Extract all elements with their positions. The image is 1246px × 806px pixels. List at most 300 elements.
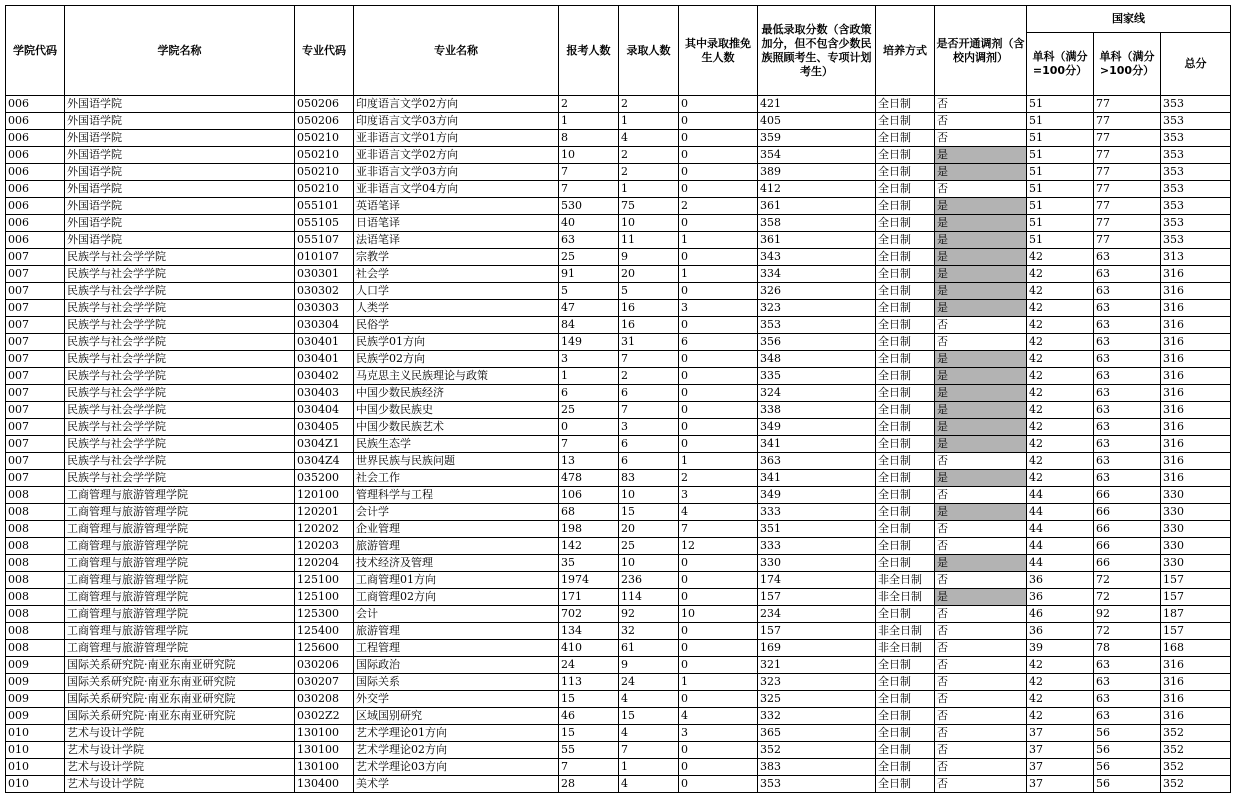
cell-single-100: 37 (1027, 759, 1094, 776)
cell-single-100: 42 (1027, 351, 1094, 368)
cell-single-over-100: 56 (1094, 725, 1161, 742)
cell-mode: 全日制 (876, 283, 935, 300)
cell-major-code: 125100 (295, 572, 354, 589)
cell-exempt: 4 (679, 708, 758, 725)
cell-college-name: 国际关系研究院·南亚东南亚研究院 (65, 657, 295, 674)
cell-total: 353 (1161, 181, 1231, 198)
cell-single-100: 37 (1027, 742, 1094, 759)
cell-major-name: 法语笔译 (354, 232, 559, 249)
cell-single-100: 51 (1027, 232, 1094, 249)
cell-college-name: 外国语学院 (65, 232, 295, 249)
cell-single-100: 44 (1027, 521, 1094, 538)
cell-applicants: 13 (559, 453, 619, 470)
cell-min-score: 358 (758, 215, 876, 232)
cell-mode: 全日制 (876, 385, 935, 402)
cell-major-code: 050206 (295, 96, 354, 113)
cell-applicants: 142 (559, 538, 619, 555)
cell-single-100: 51 (1027, 96, 1094, 113)
cell-admitted: 3 (619, 419, 679, 436)
cell-major-code: 120204 (295, 555, 354, 572)
cell-major-name: 民族生态学 (354, 436, 559, 453)
cell-total: 316 (1161, 266, 1231, 283)
table-row (6, 215, 1231, 232)
cell-major-code: 130100 (295, 759, 354, 776)
cell-exempt: 1 (679, 266, 758, 283)
table-row (6, 504, 1231, 521)
cell-single-over-100: 78 (1094, 640, 1161, 657)
cell-adjust: 是 (935, 147, 1027, 164)
cell-applicants: 1974 (559, 572, 619, 589)
cell-exempt: 0 (679, 113, 758, 130)
cell-single-over-100: 77 (1094, 215, 1161, 232)
cell-exempt: 0 (679, 589, 758, 606)
cell-total: 168 (1161, 640, 1231, 657)
cell-exempt: 0 (679, 419, 758, 436)
cell-major-code: 030208 (295, 691, 354, 708)
cell-exempt: 2 (679, 198, 758, 215)
cell-major-code: 050210 (295, 147, 354, 164)
cell-college-code: 008 (6, 606, 65, 623)
cell-applicants: 25 (559, 402, 619, 419)
cell-total: 352 (1161, 742, 1231, 759)
cell-applicants: 8 (559, 130, 619, 147)
cell-mode: 全日制 (876, 691, 935, 708)
table-row (6, 776, 1231, 793)
cell-college-name: 民族学与社会学学院 (65, 317, 295, 334)
header-single-100: 单科（满分=100分） (1027, 33, 1094, 96)
cell-min-score: 341 (758, 470, 876, 487)
cell-adjust: 否 (935, 334, 1027, 351)
cell-college-code: 006 (6, 181, 65, 198)
cell-major-name: 印度语言文学02方向 (354, 96, 559, 113)
cell-major-name: 民族学01方向 (354, 334, 559, 351)
cell-single-100: 42 (1027, 368, 1094, 385)
cell-college-name: 工商管理与旅游管理学院 (65, 521, 295, 538)
table-row (6, 113, 1231, 130)
cell-college-name: 民族学与社会学学院 (65, 249, 295, 266)
cell-mode: 全日制 (876, 402, 935, 419)
cell-college-name: 国际关系研究院·南亚东南亚研究院 (65, 708, 295, 725)
cell-mode: 全日制 (876, 249, 935, 266)
cell-major-name: 世界民族与民族问题 (354, 453, 559, 470)
cell-single-100: 42 (1027, 470, 1094, 487)
cell-exempt: 0 (679, 640, 758, 657)
cell-college-code: 007 (6, 419, 65, 436)
cell-college-code: 008 (6, 487, 65, 504)
cell-college-name: 外国语学院 (65, 164, 295, 181)
cell-admitted: 25 (619, 538, 679, 555)
cell-college-code: 006 (6, 113, 65, 130)
cell-college-code: 010 (6, 776, 65, 793)
cell-college-name: 民族学与社会学学院 (65, 368, 295, 385)
cell-applicants: 3 (559, 351, 619, 368)
cell-min-score: 352 (758, 742, 876, 759)
cell-min-score: 324 (758, 385, 876, 402)
cell-single-over-100: 77 (1094, 198, 1161, 215)
cell-applicants: 7 (559, 759, 619, 776)
cell-major-name: 马克思主义民族理论与政策 (354, 368, 559, 385)
cell-college-code: 008 (6, 504, 65, 521)
cell-exempt: 0 (679, 759, 758, 776)
table-row (6, 453, 1231, 470)
cell-college-code: 006 (6, 198, 65, 215)
cell-mode: 全日制 (876, 96, 935, 113)
cell-applicants: 68 (559, 504, 619, 521)
cell-admitted: 92 (619, 606, 679, 623)
cell-adjust: 否 (935, 657, 1027, 674)
cell-adjust: 是 (935, 470, 1027, 487)
cell-single-over-100: 63 (1094, 708, 1161, 725)
cell-single-over-100: 63 (1094, 300, 1161, 317)
cell-college-code: 007 (6, 402, 65, 419)
cell-admitted: 1 (619, 181, 679, 198)
cell-min-score: 348 (758, 351, 876, 368)
cell-single-over-100: 77 (1094, 164, 1161, 181)
cell-major-name: 国际关系 (354, 674, 559, 691)
cell-applicants: 40 (559, 215, 619, 232)
cell-adjust: 是 (935, 300, 1027, 317)
table-row (6, 555, 1231, 572)
cell-exempt: 0 (679, 215, 758, 232)
cell-admitted: 10 (619, 555, 679, 572)
table-row (6, 283, 1231, 300)
cell-college-code: 006 (6, 96, 65, 113)
cell-single-over-100: 77 (1094, 181, 1161, 198)
cell-college-code: 009 (6, 708, 65, 725)
cell-admitted: 4 (619, 776, 679, 793)
cell-adjust: 是 (935, 164, 1027, 181)
cell-college-code: 007 (6, 385, 65, 402)
cell-mode: 全日制 (876, 708, 935, 725)
cell-single-over-100: 72 (1094, 589, 1161, 606)
cell-total: 353 (1161, 215, 1231, 232)
cell-major-name: 人类学 (354, 300, 559, 317)
cell-min-score: 323 (758, 300, 876, 317)
cell-single-100: 42 (1027, 283, 1094, 300)
cell-single-over-100: 66 (1094, 555, 1161, 572)
cell-single-100: 42 (1027, 385, 1094, 402)
cell-exempt: 0 (679, 385, 758, 402)
cell-college-name: 民族学与社会学学院 (65, 419, 295, 436)
cell-min-score: 351 (758, 521, 876, 538)
cell-total: 316 (1161, 402, 1231, 419)
cell-mode: 全日制 (876, 215, 935, 232)
cell-college-name: 国际关系研究院·南亚东南亚研究院 (65, 691, 295, 708)
cell-applicants: 46 (559, 708, 619, 725)
cell-mode: 全日制 (876, 521, 935, 538)
cell-min-score: 325 (758, 691, 876, 708)
table-row (6, 334, 1231, 351)
cell-major-name: 工程管理 (354, 640, 559, 657)
cell-major-name: 旅游管理 (354, 538, 559, 555)
cell-adjust: 否 (935, 759, 1027, 776)
table-row (6, 164, 1231, 181)
cell-college-code: 006 (6, 147, 65, 164)
table-row (6, 436, 1231, 453)
cell-applicants: 134 (559, 623, 619, 640)
cell-single-over-100: 72 (1094, 572, 1161, 589)
header-min-score: 最低录取分数（含政策加分，但不包含少数民族照顾考生、专项计划考生） (758, 6, 876, 96)
cell-total: 352 (1161, 725, 1231, 742)
cell-admitted: 2 (619, 164, 679, 181)
cell-college-code: 007 (6, 453, 65, 470)
cell-single-100: 42 (1027, 402, 1094, 419)
cell-total: 316 (1161, 674, 1231, 691)
cell-total: 157 (1161, 572, 1231, 589)
cell-college-code: 008 (6, 623, 65, 640)
cell-min-score: 157 (758, 589, 876, 606)
cell-adjust: 是 (935, 198, 1027, 215)
cell-college-name: 外国语学院 (65, 96, 295, 113)
cell-mode: 全日制 (876, 334, 935, 351)
cell-min-score: 359 (758, 130, 876, 147)
cell-mode: 全日制 (876, 776, 935, 793)
cell-mode: 全日制 (876, 504, 935, 521)
cell-applicants: 10 (559, 147, 619, 164)
cell-single-100: 42 (1027, 657, 1094, 674)
cell-major-code: 120100 (295, 487, 354, 504)
cell-single-over-100: 63 (1094, 470, 1161, 487)
cell-major-name: 中国少数民族艺术 (354, 419, 559, 436)
cell-min-score: 361 (758, 198, 876, 215)
cell-admitted: 4 (619, 130, 679, 147)
cell-mode: 非全日制 (876, 640, 935, 657)
cell-min-score: 338 (758, 402, 876, 419)
cell-major-name: 艺术学理论01方向 (354, 725, 559, 742)
cell-single-100: 37 (1027, 776, 1094, 793)
cell-major-code: 010107 (295, 249, 354, 266)
cell-college-code: 009 (6, 674, 65, 691)
cell-exempt: 7 (679, 521, 758, 538)
cell-applicants: 7 (559, 164, 619, 181)
cell-single-over-100: 77 (1094, 147, 1161, 164)
cell-min-score: 353 (758, 317, 876, 334)
cell-admitted: 7 (619, 742, 679, 759)
cell-total: 353 (1161, 147, 1231, 164)
cell-mode: 全日制 (876, 759, 935, 776)
cell-applicants: 24 (559, 657, 619, 674)
cell-college-code: 008 (6, 589, 65, 606)
cell-single-100: 51 (1027, 130, 1094, 147)
cell-college-code: 010 (6, 725, 65, 742)
table-row (6, 181, 1231, 198)
cell-major-name: 外交学 (354, 691, 559, 708)
cell-single-100: 42 (1027, 266, 1094, 283)
cell-college-code: 008 (6, 538, 65, 555)
cell-major-code: 050210 (295, 181, 354, 198)
cell-major-code: 030405 (295, 419, 354, 436)
cell-major-name: 社会学 (354, 266, 559, 283)
cell-admitted: 4 (619, 691, 679, 708)
cell-admitted: 15 (619, 708, 679, 725)
cell-total: 352 (1161, 759, 1231, 776)
table-row (6, 368, 1231, 385)
cell-single-over-100: 63 (1094, 266, 1161, 283)
header-major-code: 专业代码 (295, 6, 354, 96)
cell-major-name: 印度语言文学03方向 (354, 113, 559, 130)
table-body (6, 96, 1231, 793)
cell-major-name: 工商管理01方向 (354, 572, 559, 589)
table-row (6, 470, 1231, 487)
cell-total: 316 (1161, 436, 1231, 453)
table-row (6, 708, 1231, 725)
cell-exempt: 0 (679, 436, 758, 453)
cell-major-name: 旅游管理 (354, 623, 559, 640)
cell-college-code: 007 (6, 317, 65, 334)
cell-applicants: 35 (559, 555, 619, 572)
cell-major-code: 030402 (295, 368, 354, 385)
cell-major-code: 050210 (295, 164, 354, 181)
cell-min-score: 405 (758, 113, 876, 130)
cell-admitted: 15 (619, 504, 679, 521)
cell-mode: 全日制 (876, 470, 935, 487)
cell-college-name: 民族学与社会学学院 (65, 402, 295, 419)
cell-total: 330 (1161, 555, 1231, 572)
cell-min-score: 234 (758, 606, 876, 623)
cell-major-code: 0304Z4 (295, 453, 354, 470)
cell-applicants: 478 (559, 470, 619, 487)
cell-adjust: 否 (935, 130, 1027, 147)
cell-admitted: 9 (619, 657, 679, 674)
cell-single-over-100: 66 (1094, 521, 1161, 538)
cell-admitted: 16 (619, 300, 679, 317)
header-major-name: 专业名称 (354, 6, 559, 96)
header-mode: 培养方式 (876, 6, 935, 96)
cell-total: 353 (1161, 232, 1231, 249)
table-row (6, 147, 1231, 164)
cell-single-over-100: 56 (1094, 759, 1161, 776)
cell-single-over-100: 56 (1094, 776, 1161, 793)
table-row (6, 606, 1231, 623)
cell-applicants: 1 (559, 113, 619, 130)
cell-applicants: 47 (559, 300, 619, 317)
cell-single-over-100: 66 (1094, 487, 1161, 504)
cell-college-code: 007 (6, 283, 65, 300)
cell-major-code: 030304 (295, 317, 354, 334)
cell-admitted: 7 (619, 402, 679, 419)
cell-admitted: 10 (619, 215, 679, 232)
cell-admitted: 2 (619, 96, 679, 113)
cell-adjust: 否 (935, 691, 1027, 708)
table-row (6, 691, 1231, 708)
cell-exempt: 3 (679, 487, 758, 504)
cell-min-score: 174 (758, 572, 876, 589)
cell-major-code: 030301 (295, 266, 354, 283)
cell-single-over-100: 63 (1094, 283, 1161, 300)
cell-applicants: 1 (559, 368, 619, 385)
cell-major-code: 125400 (295, 623, 354, 640)
cell-applicants: 5 (559, 283, 619, 300)
cell-min-score: 321 (758, 657, 876, 674)
cell-mode: 全日制 (876, 130, 935, 147)
cell-adjust: 是 (935, 249, 1027, 266)
cell-major-code: 030401 (295, 351, 354, 368)
cell-adjust: 否 (935, 708, 1027, 725)
cell-total: 316 (1161, 283, 1231, 300)
table-row (6, 725, 1231, 742)
cell-admitted: 11 (619, 232, 679, 249)
cell-major-code: 030206 (295, 657, 354, 674)
cell-single-100: 51 (1027, 147, 1094, 164)
cell-admitted: 31 (619, 334, 679, 351)
cell-major-code: 0302Z2 (295, 708, 354, 725)
cell-adjust: 否 (935, 725, 1027, 742)
cell-mode: 全日制 (876, 368, 935, 385)
cell-adjust: 否 (935, 96, 1027, 113)
cell-major-name: 艺术学理论03方向 (354, 759, 559, 776)
cell-min-score: 412 (758, 181, 876, 198)
cell-college-code: 009 (6, 657, 65, 674)
table-row (6, 623, 1231, 640)
cell-min-score: 335 (758, 368, 876, 385)
cell-min-score: 332 (758, 708, 876, 725)
table-row (6, 249, 1231, 266)
cell-major-code: 050206 (295, 113, 354, 130)
cell-total: 330 (1161, 538, 1231, 555)
cell-admitted: 2 (619, 147, 679, 164)
admission-table (5, 5, 1231, 793)
cell-single-100: 42 (1027, 674, 1094, 691)
cell-mode: 非全日制 (876, 572, 935, 589)
cell-mode: 全日制 (876, 436, 935, 453)
cell-exempt: 2 (679, 470, 758, 487)
cell-adjust: 否 (935, 776, 1027, 793)
cell-admitted: 9 (619, 249, 679, 266)
header-adjust: 是否开通调剂（含校内调剂） (935, 6, 1027, 96)
cell-college-name: 工商管理与旅游管理学院 (65, 640, 295, 657)
cell-applicants: 55 (559, 742, 619, 759)
cell-major-code: 030401 (295, 334, 354, 351)
cell-min-score: 334 (758, 266, 876, 283)
cell-total: 316 (1161, 691, 1231, 708)
cell-adjust: 否 (935, 521, 1027, 538)
cell-applicants: 702 (559, 606, 619, 623)
table-row (6, 385, 1231, 402)
cell-exempt: 0 (679, 368, 758, 385)
cell-min-score: 383 (758, 759, 876, 776)
cell-total: 330 (1161, 504, 1231, 521)
cell-exempt: 0 (679, 776, 758, 793)
cell-college-name: 工商管理与旅游管理学院 (65, 538, 295, 555)
cell-min-score: 389 (758, 164, 876, 181)
cell-college-name: 工商管理与旅游管理学院 (65, 606, 295, 623)
cell-mode: 全日制 (876, 657, 935, 674)
header-college-code: 学院代码 (6, 6, 65, 96)
table-row (6, 96, 1231, 113)
cell-single-100: 46 (1027, 606, 1094, 623)
cell-college-name: 民族学与社会学学院 (65, 385, 295, 402)
cell-admitted: 5 (619, 283, 679, 300)
cell-adjust: 否 (935, 487, 1027, 504)
cell-total: 316 (1161, 385, 1231, 402)
cell-college-name: 国际关系研究院·南亚东南亚研究院 (65, 674, 295, 691)
cell-major-code: 130100 (295, 725, 354, 742)
header-college-name: 学院名称 (65, 6, 295, 96)
cell-single-100: 42 (1027, 334, 1094, 351)
cell-college-name: 民族学与社会学学院 (65, 283, 295, 300)
cell-single-100: 44 (1027, 555, 1094, 572)
cell-exempt: 0 (679, 283, 758, 300)
cell-single-100: 42 (1027, 419, 1094, 436)
cell-min-score: 349 (758, 419, 876, 436)
cell-admitted: 2 (619, 368, 679, 385)
table-row (6, 351, 1231, 368)
cell-single-100: 37 (1027, 725, 1094, 742)
header-applicants: 报考人数 (559, 6, 619, 96)
cell-major-code: 120203 (295, 538, 354, 555)
cell-major-name: 中国少数民族史 (354, 402, 559, 419)
cell-min-score: 356 (758, 334, 876, 351)
